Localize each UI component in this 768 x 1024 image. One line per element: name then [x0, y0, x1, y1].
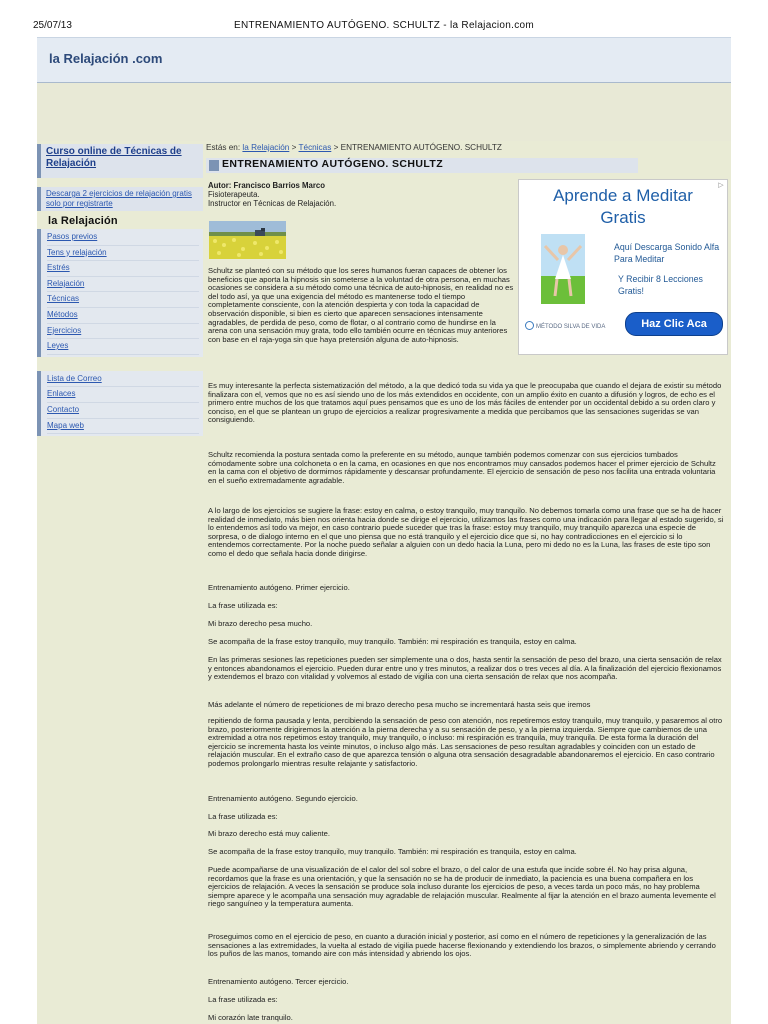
breadcrumb-home-link[interactable]: la Relajación: [242, 143, 290, 152]
sidebar-item-mapa-web[interactable]: Mapa web: [47, 419, 199, 435]
sidebar-item-leyes[interactable]: Leyes: [47, 339, 199, 355]
author-role: Instructor en Técnicas de Relajación.: [208, 199, 337, 208]
sidebar: [37, 141, 203, 436]
sidebar-item-tecnicas[interactable]: Técnicas: [47, 292, 199, 308]
article-paragraph: La frase utilizada es:: [208, 601, 278, 610]
print-title: ENTRENAMIENTO AUTÓGENO. SCHULTZ - la Relajacion.com: [234, 20, 534, 31]
site-logo[interactable]: la Relajación .com: [49, 51, 163, 66]
article-paragraph: Más adelante el número de repeticiones de mi brazo derecho pesa mucho se incrementará hasta seis que iremos: [208, 700, 591, 709]
author-role: Fisioterapeuta.: [208, 190, 260, 199]
sidebar-item-metodos[interactable]: Métodos: [47, 308, 199, 324]
sidebar-menu: [37, 229, 203, 357]
article-paragraph: Schultz recomienda la postura sentada como la preferente en su método, aunque también podemos comenzar con sus ejercicios tumbados cómodamente sobre una colchoneta o en la cama, en ocasiones en que nos encontramos muy cansados podemos hacer el primer ejercicio de Schultz en la cama con el objetivo de dormirnos rápidamente y descansar profundamente. El ejercicio de sensación de peso nos facilita una entrada voluntaria en el sueño extremadamente agradable.: [208, 450, 716, 485]
download-box: [37, 187, 203, 211]
field-photo: [209, 221, 286, 259]
meditating-woman-image: [541, 234, 585, 304]
ad-brand: [525, 321, 605, 332]
sidebar-section-title: la Relajación: [48, 215, 118, 227]
article-paragraph: Entrenamiento autógeno. Primer ejercicio.: [208, 583, 350, 592]
ad-headline: Gratis: [600, 208, 646, 227]
breadcrumb-separator: >: [333, 143, 339, 152]
article-paragraph: Se acompaña de la frase estoy tranquilo, muy tranquilo. También: mi respiración es tranquila, estoy en calma.: [208, 637, 577, 646]
article-paragraph: En las primeras sesiones las repeticiones pueden ser simplemente una o dos, hasta sentir la sensación de peso del brazo, una cierta sensación de relax y entonces abandonamos el ejercicio. Pueden durar entre uno y tres minutos, a realizar dos o tres veces al día. A la finalización del ejercicio flexionamos y extendemos el brazo con vitalidad y volvemos al estado de vigilia con una cierta sensación de relax que nos acompaña.: [208, 655, 722, 682]
article-paragraph: Puede acompañarse de una visualización de el calor del sol sobre el brazo, o del calor de una estufa que incide sobre él. No hay prisa alguna, recordamos que la frase es una orientación, y que la sensación no se ha de producir de inmediato, la paciencia es una buena compañera en los ejercicios de relajación. A veces la sensación se produce sola incluso durante los ejercicios de peso, a veces tarda un poco más, no hay problema siempre aparece y le acompaña una sensación muy agradable de relajación muscular. Realmente al fijar la atención en el brazo aumenta levemente el riego sanguíneo y la temperatura aumenta.: [208, 865, 716, 909]
sidebar-item-ejercicios[interactable]: Ejercicios: [47, 324, 199, 340]
ad-headline: Aprende a Meditar: [553, 186, 693, 205]
ad-brand-name: MÉTODO SILVA DE VIDA: [536, 324, 606, 330]
article-paragraph: repitiendo de forma pausada y lenta, percibiendo la sensación de peso con atención, nos repetiremos estoy tranquilo, muy tranquilo, y pasaremos al otro brazo, posteriormente dirigiremos la atención a la pierna derecha y a su sensación de peso, y a la pierna izquierda. Siempre que cambiemos de una extremidad a otra nos repetimos estoy tranquilo, muy tranquilo, o incluso: mi respiración es tranquila, muy tranquila. De esta forma la duración del ejercicio se incrementa hasta los veinte minutos, o incluso algo más. Las sensaciones de peso resultan agradables y coinciden con un estado de relajación muscular. En el extraño caso de que aparezca tensión o alguna otra sensación desagradable abandonaremos el ejercicio. En caso contrario podemos prolongarlo mientras resulte relajante y satisfactorio.: [208, 716, 723, 768]
course-link[interactable]: Curso online de Técnicas de Relajación: [46, 146, 182, 169]
download-link[interactable]: Descarga 2 ejercicios de relajación gratis solo por registrarte: [46, 189, 192, 208]
article-paragraph: Mi brazo derecho pesa mucho.: [208, 619, 313, 628]
breadcrumb-separator: >: [291, 143, 297, 152]
article-title-bar: [206, 158, 638, 173]
ad-text: Aquí Descarga Sonido Alfa Para Meditar: [614, 242, 720, 264]
article-paragraph: La frase utilizada es:: [208, 812, 278, 821]
sidebar-menu-secondary: [37, 371, 203, 436]
sidebar-item-estres[interactable]: Estrés: [47, 261, 199, 277]
sidebar-item-relajacion[interactable]: Relajación: [47, 277, 199, 293]
article-paragraph: Se acompaña de la frase estoy tranquilo, muy tranquilo. También: mi respiración es tranquila, estoy en calma.: [208, 847, 577, 856]
title-square-icon: [209, 160, 219, 171]
ad-cta-button[interactable]: Haz Clic Aca: [625, 312, 723, 336]
course-box: [37, 144, 203, 178]
sidebar-item-enlaces[interactable]: Enlaces: [47, 387, 199, 403]
sidebar-item-pasos-previos[interactable]: Pasos previos: [47, 230, 199, 246]
article-paragraph: Entrenamiento autógeno. Tercer ejercicio.: [208, 977, 349, 986]
author-name: Autor: Francisco Barrios Marco: [208, 181, 325, 190]
article-paragraph: Mi corazón late tranquilo.: [208, 1013, 293, 1022]
article-paragraph: A lo largo de los ejercicios se sugiere la frase: estoy en calma, o estoy tranquilo, muy tranquilo. No debemos tomarla como una frase que se ha de hacer realidad de inmediato, más bien nos orienta hacia donde se dirige el ejercicio, utilizamos las frases como una indicación para llegar al estado sugerido, si lo entendemos así todo va mejor, en caso contrario puede suceder que tras la frase: estoy muy tranquilo, muy tranquilo aparezca una especie de sorpresa, o de dialogo interno en el que uno piensa que no está tranquilo y el ejercicio dice que si, no hay contradicciones en el ejercicio si lo entendemos correctamente. Por la noche puedo señalar a alguien con un dedo hacia la Luna, pero mi dedo no es la Luna, las frases de este tipo son como el dedo que señala hacia donde dirigirse.: [208, 506, 724, 558]
ad-box[interactable]: [518, 179, 728, 355]
sidebar-item-contacto[interactable]: Contacto: [47, 403, 199, 419]
article-paragraph: Schultz se planteó con su método que los seres humanos fueran capaces de obtener los beneficios que aporta la hipnosis sin someterse a la voluntad de otra persona, en muchas ocasiones se considera a su método como una técnica de auto-hipnosis, en realidad no es del todo así, ya que una exigencia del método es mantenerse todo el tiempo completamente consciente, con la atención despierta y con toda la capacidad de observación disponible, si bien es cierto que aparecen sensaciones intensamente agradables, de perdida de peso, como de flotar, o al contrario como de hundirse en la arena con una sensación muy grata, todo ello también ocurre en técnicas muy anteriores con base en el raja-yoga sin que haya pretensión alguna de auto-hipnosis.: [208, 266, 514, 344]
article-paragraph: La frase utilizada es:: [208, 995, 278, 1004]
breadcrumb-current: ENTRENAMIENTO AUTÓGENO. SCHULTZ: [340, 143, 502, 152]
article-paragraph: Proseguimos como en el ejercicio de peso, en cuanto a duración inicial y posterior, así como en el número de repeticiones y la generalización de las sensaciones a las extremidades, la vuelta al estado de vigilia puede hacerse flexionando y extendiendo los brazos, o simplemente abriendo y cerrando los puños de las manos, tomando aire con más intensidad y abriendo los ojos.: [208, 932, 716, 959]
print-date: 25/07/13: [33, 20, 72, 31]
article-paragraph: Mi brazo derecho está muy caliente.: [208, 829, 330, 838]
top-banner: [37, 83, 731, 141]
article-paragraph: Entrenamiento autógeno. Segundo ejercicio.: [208, 794, 358, 803]
article-title: ENTRENAMIENTO AUTÓGENO. SCHULTZ: [222, 158, 444, 170]
breadcrumb-prefix: Estás en:: [206, 143, 241, 152]
sidebar-item-tens-relajacion[interactable]: Tens y relajación: [47, 246, 199, 262]
ad-text: Y Recibir 8 Lecciones Gratis!: [618, 274, 703, 296]
site-header: [37, 37, 731, 84]
article-paragraph: Es muy interesante la perfecta sistematización del método, a la que dedicó toda su vida ya que le preocupaba que cuando el dejara de existir su método finalizara con el, vemos que no es así siendo uno de los más extendidos en occidente, con un amplio éxito en cuanto a difusión y logros, de echo es el primero entre muchos de los que tratamos aquí pues pensamos que es uno de los más fáciles de entender por un occidental debido a su orden claro y conciso, en el que se plantean un grupo de ejercicios a realizar progresivamente a medida que percibamos que las sensaciones sugeridas se van consiguiendo.: [208, 381, 722, 425]
page-body: [37, 141, 731, 1024]
breadcrumb: [206, 144, 502, 153]
print-header: [0, 0, 768, 34]
brand-logo-icon: [525, 321, 534, 330]
sidebar-item-lista-correo[interactable]: Lista de Correo: [47, 372, 199, 388]
author-block: [208, 181, 336, 208]
breadcrumb-section-link[interactable]: Técnicas: [298, 143, 332, 152]
adchoices-icon[interactable]: ▷: [718, 182, 724, 189]
